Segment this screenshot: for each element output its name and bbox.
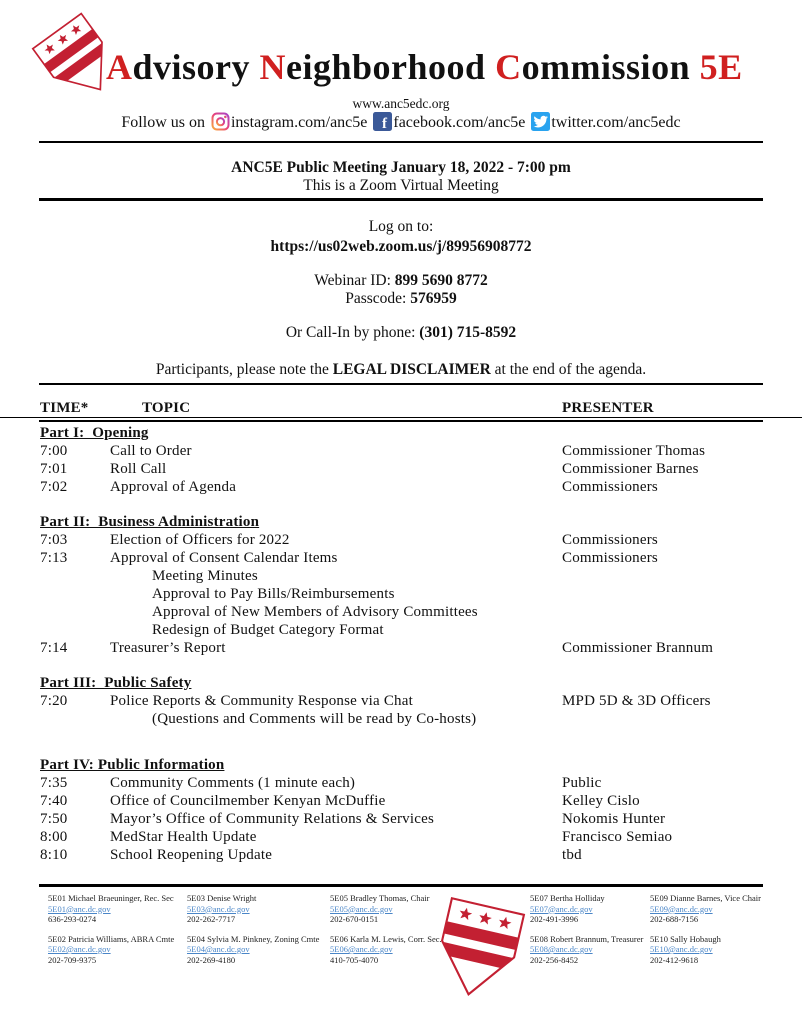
agenda-header-row [0, 399, 802, 418]
commissioner-email-link[interactable]: 5E05@anc.dc.gov [330, 903, 393, 914]
agenda-presenter: Commissioners [562, 532, 658, 548]
commissioner-name: 5E01 Michael Braeuninger, Rec. Sec [48, 893, 174, 903]
agenda-section-title: Part III: Public Safety [40, 675, 192, 691]
agenda-row [0, 585, 802, 603]
agenda-presenter: Kelley Cislo [562, 793, 640, 809]
commissioner-email-link[interactable]: 5E08@anc.dc.gov [530, 944, 593, 954]
agenda-time [40, 621, 110, 639]
commissioner-email-link[interactable]: 5E09@anc.dc.gov [650, 903, 713, 914]
passcode-label: Passcode: [345, 290, 411, 307]
agenda-topic: Mayor’s Office of Community Relations & Services [110, 811, 434, 827]
agenda-presenter: Commissioners [562, 550, 658, 566]
agenda-time [40, 603, 110, 621]
agenda-time: 7:13 [40, 550, 68, 566]
disclaimer-pre: Participants, please note the [155, 361, 333, 378]
disclaimer-bold: LEGAL DISCLAIMER [332, 361, 491, 378]
webinar-id-label: Webinar ID: [314, 272, 395, 289]
commissioner-phone: 202-262-7717 [187, 914, 236, 924]
agenda-sub-item: Redesign of Budget Category Format [152, 622, 384, 638]
agenda-topic: Approval of Agenda [110, 479, 237, 495]
footer-column [650, 893, 761, 974]
instagram-link[interactable]: instagram.com/anc5e [230, 114, 368, 131]
agenda-table [0, 399, 802, 864]
social-follow-line [0, 112, 802, 138]
agenda-row [0, 792, 802, 810]
agenda-time: 8:00 [40, 829, 68, 845]
commissioner-entry [530, 893, 643, 925]
agenda-row [0, 460, 802, 478]
log-on-label: Log on to: [368, 218, 434, 235]
agenda-sub-item: Meeting Minutes [152, 568, 258, 584]
facebook-link[interactable]: facebook.com/anc5e [393, 114, 526, 131]
title-text: eighborhood [286, 47, 496, 87]
footer-column [530, 893, 643, 974]
agenda-topic: MedStar Health Update [110, 829, 257, 845]
page-title [106, 46, 743, 88]
footer-column [330, 893, 442, 974]
agenda-row [0, 478, 802, 496]
agenda-presenter [562, 567, 762, 585]
agenda-sub-item: Approval of New Members of Advisory Committees [152, 604, 478, 620]
agenda-presenter: Commissioners [562, 479, 658, 495]
commissioner-name: 5E04 Sylvia M. Pinkney, Zoning Cmte [187, 933, 320, 944]
commissioner-email-link[interactable]: 5E06@anc.dc.gov [330, 944, 393, 954]
agenda-time [40, 567, 110, 585]
disclaimer-line [0, 361, 802, 379]
commissioner-phone: 202-491-3996 [530, 914, 579, 924]
svg-text:f: f [382, 116, 388, 131]
commissioner-phone: 202-709-9375 [48, 954, 97, 965]
agenda-row [0, 621, 802, 639]
commissioner-entry [330, 934, 442, 966]
agenda-time: 7:40 [40, 793, 68, 809]
agenda-row [0, 639, 802, 657]
webinar-id-line [0, 272, 802, 290]
agenda-row [0, 442, 802, 460]
commissioner-name: 5E07 Bertha Holliday [530, 893, 605, 903]
agenda-row [0, 531, 802, 549]
commissioner-footer [0, 884, 802, 1023]
agenda-row [0, 846, 802, 864]
agenda-body [0, 424, 802, 864]
column-header-time: TIME* [40, 400, 89, 416]
document-header [0, 0, 802, 96]
agenda-time [40, 710, 110, 728]
agenda-time [40, 585, 110, 603]
commissioner-email-link[interactable]: 5E10@anc.dc.gov [650, 944, 713, 954]
passcode-value: 576959 [410, 290, 457, 307]
passcode-line [0, 290, 802, 308]
twitter-icon [531, 112, 550, 138]
agenda-presenter [562, 621, 762, 639]
commissioner-email-link[interactable]: 5E03@anc.dc.gov [187, 903, 250, 914]
agenda-row [0, 692, 802, 710]
agenda-presenter: Public [562, 775, 602, 791]
agenda-topic: Call to Order [110, 443, 192, 459]
agenda-topic: Treasurer’s Report [110, 640, 226, 656]
footer-column [187, 893, 319, 974]
commissioner-name: 5E06 Karla M. Lewis, Corr. Sec. [330, 933, 442, 944]
commissioner-phone: 410-705-4070 [330, 954, 379, 965]
disclaimer-post: at the end of the agenda. [490, 361, 647, 378]
commissioner-name: 5E10 Sally Hobaugh [650, 933, 721, 944]
column-header-presenter: PRESENTER [562, 400, 654, 416]
commissioner-name: 5E03 Denise Wright [187, 893, 257, 903]
commissioner-email-link[interactable]: 5E04@anc.dc.gov [187, 944, 250, 954]
agenda-presenter: MPD 5D & 3D Officers [562, 693, 711, 709]
commissioner-entry [530, 934, 643, 966]
commissioner-phone: 636-293-0274 [48, 914, 97, 924]
agenda-sub-item: (Questions and Comments will be read by Co-hosts) [152, 711, 477, 727]
commissioner-email-link[interactable]: 5E02@anc.dc.gov [48, 944, 111, 954]
website-url[interactable]: www.anc5edc.org [352, 96, 450, 111]
commissioner-entry [330, 893, 442, 925]
meeting-title: ANC5E Public Meeting January 18, 2022 - 7:00 pm [231, 159, 571, 176]
agenda-row [0, 774, 802, 792]
commissioner-email-link[interactable]: 5E07@anc.dc.gov [530, 903, 593, 914]
title-text: ommission [521, 47, 700, 87]
zoom-meeting-link[interactable]: https://us02web.zoom.us/j/89956908772 [270, 238, 532, 255]
footer-column [48, 893, 174, 974]
agenda-topic: Community Comments (1 minute each) [110, 775, 356, 791]
agenda-presenter [562, 603, 762, 621]
agenda-time: 7:14 [40, 640, 68, 656]
agenda-row [0, 549, 802, 567]
agenda-row [0, 828, 802, 846]
agenda-row [0, 710, 802, 728]
agenda-presenter: Francisco Semiao [562, 829, 673, 845]
commissioner-phone: 202-256-8452 [530, 954, 579, 965]
call-in-label: Or Call-In by phone: [285, 324, 420, 341]
agenda-presenter: tbd [562, 847, 582, 863]
commissioner-entry [48, 934, 174, 966]
agenda-row [0, 810, 802, 828]
title-accent-letter: 5E [699, 47, 743, 87]
divider [39, 198, 763, 201]
divider [39, 383, 763, 385]
twitter-link[interactable]: twitter.com/anc5edc [551, 114, 681, 131]
agenda-time: 8:10 [40, 847, 68, 863]
follow-prefix: Follow us on [121, 114, 205, 131]
agenda-time: 7:01 [40, 461, 68, 477]
title-accent-letter: C [495, 47, 522, 87]
title-text: dvisory [132, 47, 260, 87]
agenda-topic: Approval of Consent Calendar Items [110, 550, 338, 566]
column-header-topic: TOPIC [142, 400, 191, 416]
commissioner-phone: 202-412-9618 [650, 954, 699, 965]
commissioner-phone: 202-269-4180 [187, 954, 236, 965]
commissioner-entry [48, 893, 174, 925]
call-in-line [0, 324, 802, 342]
meeting-subtitle: This is a Zoom Virtual Meeting [303, 177, 499, 194]
commissioner-name: 5E05 Bradley Thomas, Chair [330, 893, 430, 903]
agenda-sub-item: Approval to Pay Bills/Reimbursements [152, 586, 395, 602]
title-accent-letter: N [259, 47, 287, 87]
commissioner-phone: 202-688-7156 [650, 914, 699, 924]
commissioner-phone: 202-670-0151 [330, 914, 379, 924]
agenda-time: 7:00 [40, 443, 68, 459]
agenda-time: 7:02 [40, 479, 68, 495]
divider [39, 420, 763, 422]
agenda-time: 7:03 [40, 532, 68, 548]
agenda-row [0, 603, 802, 621]
agenda-row [0, 567, 802, 585]
commissioner-email-link[interactable]: 5E01@anc.dc.gov [48, 903, 111, 914]
agenda-presenter [562, 585, 762, 603]
agenda-section-title: Part I: Opening [40, 425, 149, 441]
commissioner-name: 5E09 Dianne Barnes, Vice Chair [650, 893, 761, 903]
agenda-presenter [562, 710, 762, 728]
agenda-topic: Roll Call [110, 461, 167, 477]
webinar-id-value: 899 5690 8772 [394, 272, 488, 289]
anc5e-dc-flag-logo-icon [426, 893, 530, 1006]
commissioner-entry [650, 934, 761, 966]
divider [39, 141, 763, 143]
footer-columns [0, 887, 802, 1017]
title-accent-letter: A [106, 47, 133, 87]
agenda-presenter: Commissioner Thomas [562, 443, 706, 459]
agenda-presenter: Nokomis Hunter [562, 811, 666, 827]
commissioner-entry [187, 893, 319, 925]
agenda-time: 7:50 [40, 811, 68, 827]
commissioner-name: 5E02 Patricia Williams, ABRA Cmte [48, 933, 175, 944]
commissioner-entry [650, 893, 761, 925]
agenda-topic: Police Reports & Community Response via Chat [110, 693, 413, 709]
agenda-time: 7:35 [40, 775, 68, 791]
agenda-time: 7:20 [40, 693, 68, 709]
commissioner-name: 5E08 Robert Brannum, Treasurer [530, 933, 644, 944]
instagram-icon [211, 112, 230, 138]
agenda-topic: Office of Councilmember Kenyan McDuffie [110, 793, 386, 809]
agenda-topic: Election of Officers for 2022 [110, 532, 290, 548]
call-in-number: (301) 715-8592 [419, 324, 517, 341]
facebook-icon [373, 112, 392, 138]
commissioner-entry [187, 934, 319, 966]
agenda-section-title: Part IV: Public Information [40, 757, 225, 773]
agenda-topic: School Reopening Update [110, 847, 273, 863]
agenda-section-title: Part II: Business Administration [40, 514, 260, 530]
agenda-presenter: Commissioner Brannum [562, 640, 714, 656]
agenda-presenter: Commissioner Barnes [562, 461, 699, 477]
